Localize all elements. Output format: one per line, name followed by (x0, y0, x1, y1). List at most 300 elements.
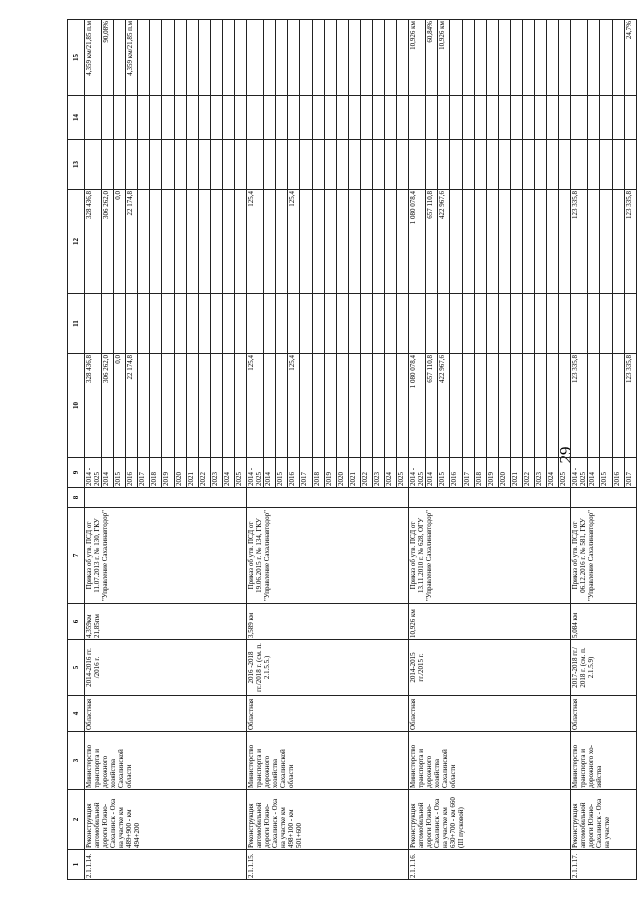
column-header-5: 5 (68, 640, 85, 696)
year-cell: 2015 (276, 458, 288, 488)
project-period: 2016 -2018 гг./2018 г. (см. п. 2.1.5.5.) (247, 640, 409, 696)
column-14-cell (385, 96, 397, 140)
column-13-cell (474, 140, 486, 190)
year-cell: 2014 (102, 458, 114, 488)
result-indicator-cell (235, 20, 247, 96)
amount-regional-cell: 1 080 078,4 (409, 190, 426, 294)
amount-total-cell (385, 354, 397, 458)
column-13-cell (372, 140, 384, 190)
column-14-cell (288, 96, 300, 140)
amount-total-cell (474, 354, 486, 458)
amount-total-cell (222, 354, 234, 458)
column-13-cell (360, 140, 372, 190)
amount-total-cell: 657 110,8 (426, 354, 438, 458)
result-indicator-cell (114, 20, 126, 96)
result-indicator-cell (300, 20, 312, 96)
column-11-cell (385, 294, 397, 354)
amount-regional-cell (397, 190, 409, 294)
amount-regional-cell (600, 190, 612, 294)
column-11-cell (510, 294, 522, 354)
table-row (571, 20, 588, 880)
project-ownership: Областная (409, 696, 571, 732)
amount-total-cell: 422 967,6 (438, 354, 450, 458)
column-14-cell (438, 96, 450, 140)
column-11-cell (450, 294, 462, 354)
project-document: Приказ об утв. ПСД от 13.11.2010 г. № 628, ОГУ "Управление Сахалинавтодор" (409, 508, 571, 604)
column-11-cell (114, 294, 126, 354)
year-cell: 2017 (462, 458, 474, 488)
amount-regional-cell (300, 190, 312, 294)
column-14-cell (174, 96, 186, 140)
amount-total-cell (450, 354, 462, 458)
amount-regional-cell: 306 262,0 (102, 190, 114, 294)
amount-total-cell (498, 354, 510, 458)
column-14-cell (462, 96, 474, 140)
result-indicator-cell: 10,926 км (438, 20, 450, 96)
column-13-cell (114, 140, 126, 190)
amount-total-cell (397, 354, 409, 458)
amount-regional-cell: 657 110,8 (426, 190, 438, 294)
column-11-cell (348, 294, 360, 354)
amount-regional-cell: 123 335,8 (624, 190, 636, 294)
column-8-cell (247, 488, 409, 508)
column-header-11: 11 (68, 294, 85, 354)
project-capacity: 3,589 км (247, 604, 409, 640)
amount-total-cell (535, 354, 547, 458)
project-ownership: Областная (571, 696, 636, 732)
amount-regional-cell (264, 190, 276, 294)
column-14-cell (85, 96, 102, 140)
project-customer: Министерство транспорта и дорожного хозяйства Сахалинской области (409, 732, 571, 790)
table-row (409, 20, 426, 880)
amount-regional-cell (462, 190, 474, 294)
project-name: Реконструкция автомобильной дороги Южно-Сахалинск - Оха на участке км 498+100 - км 501+600 (247, 790, 409, 850)
amount-total-cell (336, 354, 348, 458)
amount-regional-cell (510, 190, 522, 294)
column-14-cell (547, 96, 559, 140)
column-11-cell (571, 294, 588, 354)
column-14-cell (222, 96, 234, 140)
amount-regional-cell (324, 190, 336, 294)
column-14-cell (588, 96, 600, 140)
column-header-8: 8 (68, 488, 85, 508)
result-indicator-cell (559, 20, 571, 96)
column-13-cell (571, 140, 588, 190)
column-11-cell (150, 294, 162, 354)
column-11-cell (288, 294, 300, 354)
year-cell: 2014 (264, 458, 276, 488)
column-14-cell (324, 96, 336, 140)
amount-regional-cell (348, 190, 360, 294)
amount-regional-cell (588, 190, 600, 294)
amount-total-cell (324, 354, 336, 458)
project-customer: Министерство транспорта и дорожного хозяйства Сахалинской области (85, 732, 247, 790)
amount-total-cell: 0,0 (114, 354, 126, 458)
column-13-cell (300, 140, 312, 190)
year-cell: 2014 - 2025 (409, 458, 426, 488)
amount-total-cell (559, 354, 571, 458)
amount-regional-cell: 22 174,8 (126, 190, 138, 294)
year-cell: 2016 (126, 458, 138, 488)
column-header-6: 6 (68, 604, 85, 640)
result-indicator-cell (198, 20, 210, 96)
column-header-10: 10 (68, 354, 85, 458)
year-cell: 2015 (114, 458, 126, 488)
year-cell: 2020 (498, 458, 510, 488)
amount-total-cell (276, 354, 288, 458)
amount-regional-cell (547, 190, 559, 294)
amount-regional-cell (486, 190, 498, 294)
amount-regional-cell (162, 190, 174, 294)
project-period: 2014-2016 гг. /2016 г. (85, 640, 247, 696)
year-cell: 2022 (523, 458, 535, 488)
amount-total-cell (210, 354, 222, 458)
project-ownership: Областная (85, 696, 247, 732)
column-header-7: 7 (68, 508, 85, 604)
rotated-table-frame (67, 21, 633, 880)
column-11-cell (547, 294, 559, 354)
column-14-cell (535, 96, 547, 140)
column-header-1: 1 (68, 850, 85, 880)
year-cell: 2018 (312, 458, 324, 488)
column-13-cell (85, 140, 102, 190)
amount-total-cell (462, 354, 474, 458)
column-11-cell (535, 294, 547, 354)
project-name: Реконструкция автомобильной дороги Южно-Сахалинск - Оха на участке (571, 790, 636, 850)
amount-regional-cell (523, 190, 535, 294)
result-indicator-cell: 90,08% (102, 20, 114, 96)
amount-regional-cell (174, 190, 186, 294)
column-header-4: 4 (68, 696, 85, 732)
column-11-cell (276, 294, 288, 354)
project-document: Приказ об утв. ПСД от 19.06.2015 г. № 134, ГКУ "Управление Сахалинавтодор" (247, 508, 409, 604)
column-11-cell (486, 294, 498, 354)
amount-regional-cell: 0,0 (114, 190, 126, 294)
column-13-cell (222, 140, 234, 190)
year-cell: 2016 (450, 458, 462, 488)
column-11-cell (438, 294, 450, 354)
amount-total-cell: 123 335,8 (624, 354, 636, 458)
column-13-cell (462, 140, 474, 190)
column-11-cell (247, 294, 264, 354)
column-11-cell (126, 294, 138, 354)
column-13-cell (288, 140, 300, 190)
table-row (85, 20, 102, 880)
amount-regional-cell (150, 190, 162, 294)
column-11-cell (174, 294, 186, 354)
result-indicator-cell (535, 20, 547, 96)
result-indicator-cell (462, 20, 474, 96)
project-name: Реконструкция автомобильной дороги Южно-Сахалинск - Оха на участке км 630+700 - км 660 (III пусковой) (409, 790, 571, 850)
result-indicator-cell (547, 20, 559, 96)
amount-regional-cell (138, 190, 150, 294)
column-14-cell (126, 96, 138, 140)
column-13-cell (559, 140, 571, 190)
amount-regional-cell (210, 190, 222, 294)
project-customer: Министерство транспорта и дорожного хозяйства Сахалинской области (247, 732, 409, 790)
column-11-cell (85, 294, 102, 354)
amount-total-cell: 1 080 078,4 (409, 354, 426, 458)
column-14-cell (600, 96, 612, 140)
year-cell: 2014 - 2025 (571, 458, 588, 488)
column-13-cell (312, 140, 324, 190)
amount-regional-cell (535, 190, 547, 294)
column-11-cell (409, 294, 426, 354)
column-11-cell (426, 294, 438, 354)
amount-total-cell (264, 354, 276, 458)
column-14-cell (612, 96, 624, 140)
column-14-cell (486, 96, 498, 140)
column-header-9: 9 (68, 458, 85, 488)
year-cell: 2021 (348, 458, 360, 488)
column-header-12: 12 (68, 190, 85, 294)
column-13-cell (235, 140, 247, 190)
result-indicator-cell (222, 20, 234, 96)
year-cell: 2024 (547, 458, 559, 488)
column-11-cell (336, 294, 348, 354)
amount-regional-cell (450, 190, 462, 294)
column-8-cell (409, 488, 571, 508)
year-cell: 2020 (336, 458, 348, 488)
year-cell: 2016 (288, 458, 300, 488)
year-cell: 2014 - 2025 (85, 458, 102, 488)
amount-total-cell (150, 354, 162, 458)
year-cell: 2019 (486, 458, 498, 488)
column-14-cell (426, 96, 438, 140)
column-14-cell (186, 96, 198, 140)
amount-regional-cell (474, 190, 486, 294)
amount-regional-cell: 328 436,8 (85, 190, 102, 294)
year-cell: 2020 (174, 458, 186, 488)
column-13-cell (198, 140, 210, 190)
column-11-cell (162, 294, 174, 354)
column-11-cell (498, 294, 510, 354)
column-11-cell (102, 294, 114, 354)
column-14-cell (571, 96, 588, 140)
column-11-cell (624, 294, 636, 354)
project-document: Приказ об утв. ПСД от 06.12.2016 г. № 581, ГКУ "Управление Сахалинавтодор" (571, 508, 636, 604)
year-cell: 2015 (438, 458, 450, 488)
column-11-cell (397, 294, 409, 354)
result-indicator-cell (360, 20, 372, 96)
result-indicator-cell (174, 20, 186, 96)
result-indicator-cell (210, 20, 222, 96)
column-13-cell (385, 140, 397, 190)
year-cell: 2014 (426, 458, 438, 488)
column-13-cell (247, 140, 264, 190)
column-14-cell (312, 96, 324, 140)
year-cell: 2018 (150, 458, 162, 488)
amount-regional-cell (336, 190, 348, 294)
column-14-cell (102, 96, 114, 140)
year-cell: 2019 (324, 458, 336, 488)
result-indicator-cell (571, 20, 588, 96)
year-cell: 2023 (372, 458, 384, 488)
column-14-cell (450, 96, 462, 140)
amount-total-cell (486, 354, 498, 458)
project-capacity: 10,926 км (409, 604, 571, 640)
result-indicator-cell (474, 20, 486, 96)
amount-total-cell (198, 354, 210, 458)
column-11-cell (186, 294, 198, 354)
year-cell: 2015 (600, 458, 612, 488)
result-indicator-cell (138, 20, 150, 96)
column-13-cell (102, 140, 114, 190)
result-indicator-cell (450, 20, 462, 96)
column-11-cell (612, 294, 624, 354)
year-cell: 2025 (397, 458, 409, 488)
result-indicator-cell (600, 20, 612, 96)
result-indicator-cell (486, 20, 498, 96)
amount-regional-cell (372, 190, 384, 294)
result-indicator-cell (288, 20, 300, 96)
column-14-cell (114, 96, 126, 140)
result-indicator-cell (276, 20, 288, 96)
column-13-cell (174, 140, 186, 190)
column-14-cell (474, 96, 486, 140)
year-cell: 2017 (300, 458, 312, 488)
year-cell: 2024 (222, 458, 234, 488)
result-indicator-cell (523, 20, 535, 96)
year-cell: 2014 (588, 458, 600, 488)
year-cell: 2014 - 2025 (247, 458, 264, 488)
column-11-cell (474, 294, 486, 354)
year-cell: 2021 (510, 458, 522, 488)
year-cell: 2017 (624, 458, 636, 488)
header-row (68, 20, 85, 880)
column-13-cell (186, 140, 198, 190)
year-cell: 2022 (198, 458, 210, 488)
column-13-cell (612, 140, 624, 190)
result-indicator-cell: 60,84% (426, 20, 438, 96)
column-8-cell (85, 488, 247, 508)
amount-total-cell (348, 354, 360, 458)
column-14-cell (510, 96, 522, 140)
amount-regional-cell (360, 190, 372, 294)
result-indicator-cell (162, 20, 174, 96)
column-14-cell (276, 96, 288, 140)
amount-regional-cell (312, 190, 324, 294)
project-number: 2.1.1.16. (409, 850, 571, 880)
column-13-cell (547, 140, 559, 190)
result-indicator-cell (264, 20, 276, 96)
column-13-cell (535, 140, 547, 190)
result-indicator-cell: 4,359 км/21,85 п.м (126, 20, 138, 96)
column-13-cell (348, 140, 360, 190)
column-11-cell (360, 294, 372, 354)
amount-regional-cell: 125,4 (288, 190, 300, 294)
column-14-cell (624, 96, 636, 140)
column-header-14: 14 (68, 96, 85, 140)
project-document: Приказ об утв. ПСД от 11.07.2013 г. № 130, ГКУ "Управление Сахалинавтодор" (85, 508, 247, 604)
project-period: 2017-2018 гг./ 2018 г. (см. п. 2.1.5.9) (571, 640, 636, 696)
amount-regional-cell: 123 335,8 (571, 190, 588, 294)
program-table (67, 19, 637, 880)
column-header-2: 2 (68, 790, 85, 850)
column-14-cell (138, 96, 150, 140)
project-name: Реконструкция автомобильной дороги Южно-Сахалинск - Оха на участке км 489+900 - км 494+200 (85, 790, 247, 850)
project-customer: Министерство транспорта и дорожного хо-зяйства (571, 732, 636, 790)
amount-total-cell (186, 354, 198, 458)
result-indicator-cell: 10,926 км (409, 20, 426, 96)
column-13-cell (126, 140, 138, 190)
column-11-cell (222, 294, 234, 354)
result-indicator-cell: 24,7% (624, 20, 636, 96)
column-13-cell (409, 140, 426, 190)
column-11-cell (324, 294, 336, 354)
amount-regional-cell: 422 967,6 (438, 190, 450, 294)
page-number: 29 (556, 446, 575, 464)
amount-total-cell (510, 354, 522, 458)
project-ownership: Областная (247, 696, 409, 732)
column-13-cell (210, 140, 222, 190)
column-13-cell (600, 140, 612, 190)
column-13-cell (150, 140, 162, 190)
column-13-cell (498, 140, 510, 190)
column-14-cell (559, 96, 571, 140)
column-11-cell (372, 294, 384, 354)
column-13-cell (588, 140, 600, 190)
column-13-cell (510, 140, 522, 190)
amount-regional-cell: 125,4 (247, 190, 264, 294)
column-header-3: 3 (68, 732, 85, 790)
column-11-cell (210, 294, 222, 354)
result-indicator-cell (324, 20, 336, 96)
amount-total-cell (235, 354, 247, 458)
column-14-cell (210, 96, 222, 140)
result-indicator-cell (612, 20, 624, 96)
year-cell: 2023 (535, 458, 547, 488)
column-11-cell (559, 294, 571, 354)
column-14-cell (498, 96, 510, 140)
year-cell: 2017 (138, 458, 150, 488)
amount-total-cell (162, 354, 174, 458)
year-cell: 2024 (385, 458, 397, 488)
result-indicator-cell (588, 20, 600, 96)
amount-total-cell (600, 354, 612, 458)
column-14-cell (264, 96, 276, 140)
amount-total-cell (612, 354, 624, 458)
column-11-cell (600, 294, 612, 354)
column-13-cell (397, 140, 409, 190)
year-cell: 2018 (474, 458, 486, 488)
column-14-cell (150, 96, 162, 140)
amount-regional-cell (276, 190, 288, 294)
result-indicator-cell (186, 20, 198, 96)
amount-total-cell (372, 354, 384, 458)
column-14-cell (397, 96, 409, 140)
column-11-cell (462, 294, 474, 354)
result-indicator-cell (385, 20, 397, 96)
column-14-cell (235, 96, 247, 140)
year-cell: 2019 (162, 458, 174, 488)
result-indicator-cell (510, 20, 522, 96)
column-14-cell (300, 96, 312, 140)
amount-total-cell: 306 262,0 (102, 354, 114, 458)
amount-total-cell (138, 354, 150, 458)
column-header-15: 15 (68, 20, 85, 96)
column-11-cell (235, 294, 247, 354)
year-cell: 2016 (612, 458, 624, 488)
amount-total-cell (523, 354, 535, 458)
column-13-cell (438, 140, 450, 190)
column-11-cell (138, 294, 150, 354)
column-11-cell (588, 294, 600, 354)
column-14-cell (198, 96, 210, 140)
amount-total-cell: 123 335,8 (571, 354, 588, 458)
result-indicator-cell (348, 20, 360, 96)
column-13-cell (624, 140, 636, 190)
